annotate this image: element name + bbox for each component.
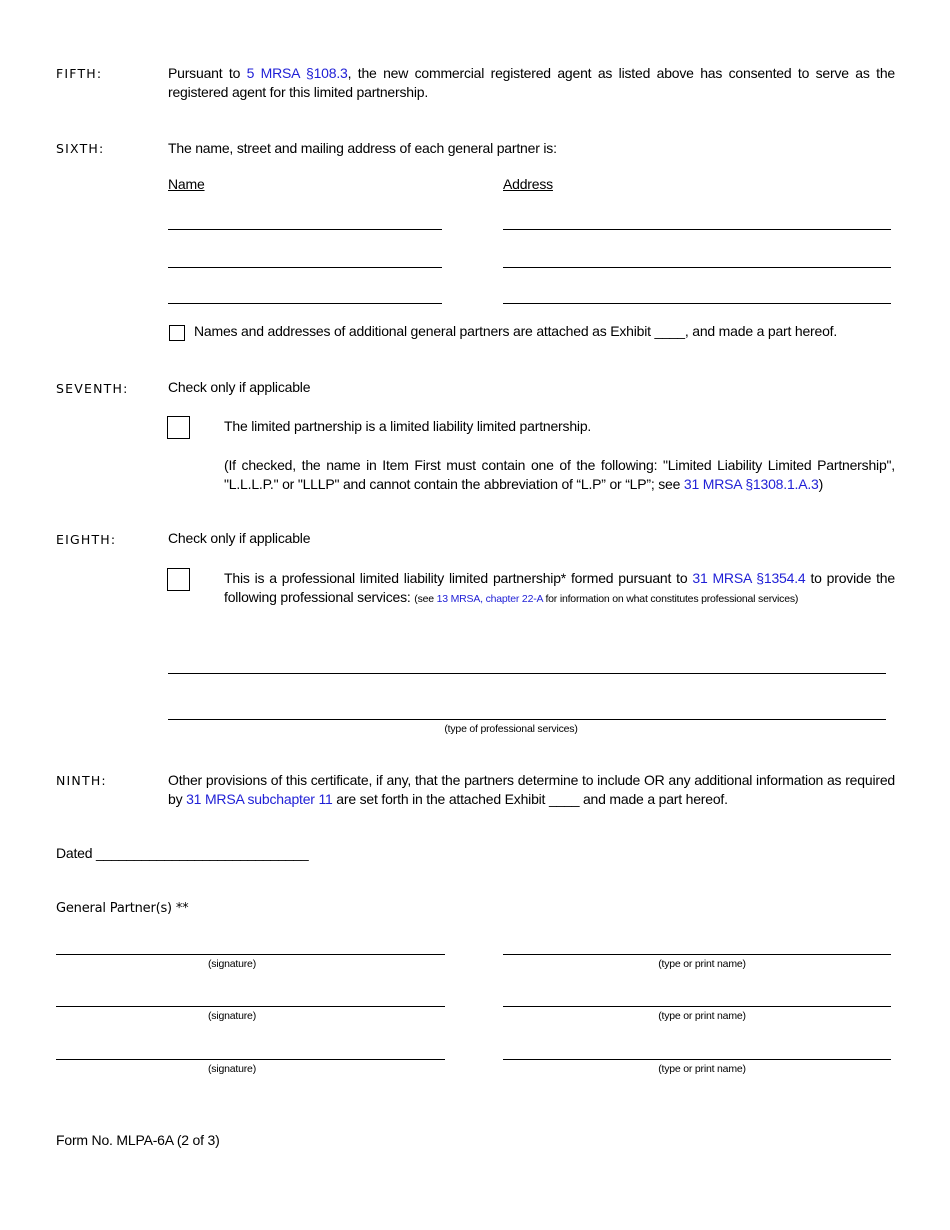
fifth-text: Pursuant to 5 MRSA §108.3, the new commercial registered agent as listed above has consented to serve as the registered agent for this limited partnership. <box>168 65 896 100</box>
lllp-checkbox[interactable] <box>167 416 190 439</box>
signature-caption-2: (signature) <box>208 1010 256 1022</box>
professional-services-line-2[interactable] <box>168 719 886 720</box>
lllp-note: (If checked, the name in Item First must contain one of the following: "Limited Liability Limited Partnership", "L.L.L.P." or "LLLP" and cannot contain the abbreviation of “L.P” or “LP”; see 31 MRSA §1308.1.A.3) <box>224 457 895 492</box>
dated-field[interactable]: Dated ____________________________ <box>56 845 309 861</box>
partner-address-line-2[interactable] <box>503 267 891 268</box>
print-name-caption-1: (type or print name) <box>658 958 746 970</box>
sixth-label: SIXTH: <box>56 141 105 156</box>
eighth-statute-link[interactable]: 31 MRSA §1354.4 <box>692 570 806 586</box>
additional-partners-checkbox[interactable] <box>169 325 185 341</box>
print-name-line-1[interactable] <box>503 954 891 955</box>
form-number: Form No. MLPA-6A (2 of 3) <box>56 1132 220 1148</box>
signature-line-3[interactable] <box>56 1059 445 1060</box>
partner-name-line-3[interactable] <box>168 303 442 304</box>
sixth-text: The name, street and mailing address of each general partner is: <box>168 140 557 156</box>
address-column-header: Address <box>503 176 553 192</box>
signature-caption-1: (signature) <box>208 958 256 970</box>
eighth-check-instruction: Check only if applicable <box>168 530 311 546</box>
partner-address-line-1[interactable] <box>503 229 891 230</box>
seventh-statute-link[interactable]: 31 MRSA §1308.1.A.3 <box>683 476 819 492</box>
signature-caption-3: (signature) <box>208 1063 256 1075</box>
additional-partners-text: Names and addresses of additional general partners are attached as Exhibit ____, and made a part hereof. <box>194 323 838 339</box>
ninth-statute-link[interactable]: 31 MRSA subchapter 11 <box>186 791 333 807</box>
seventh-label: SEVENTH: <box>56 381 129 396</box>
general-partners-label: General Partner(s) ** <box>56 901 189 916</box>
chapter-22a-link[interactable]: 13 MRSA, chapter 22-A <box>436 593 543 605</box>
ninth-label: NINTH: <box>56 773 107 788</box>
print-name-caption-3: (type or print name) <box>658 1063 746 1075</box>
fifth-statute-link[interactable]: 5 MRSA §108.3 <box>246 65 348 81</box>
signature-line-1[interactable] <box>56 954 445 955</box>
partner-name-line-2[interactable] <box>168 267 442 268</box>
lllp-option-text: The limited partnership is a limited liability limited partnership. <box>224 418 592 434</box>
partner-name-line-1[interactable] <box>168 229 442 230</box>
print-name-line-2[interactable] <box>503 1006 891 1007</box>
professional-services-caption: (type of professional services) <box>444 723 578 735</box>
name-column-header: Name <box>168 176 205 192</box>
print-name-caption-2: (type or print name) <box>658 1010 746 1022</box>
print-name-line-3[interactable] <box>503 1059 891 1060</box>
professional-services-line-1[interactable] <box>168 673 886 674</box>
partner-address-line-3[interactable] <box>503 303 891 304</box>
ninth-text: Other provisions of this certificate, if any, that the partners determine to include OR any additional information as required by 31 MRSA subchapter 11 are set forth in the attached Exhibit ____ and made a part hereof. <box>168 772 895 807</box>
signature-line-2[interactable] <box>56 1006 445 1007</box>
seventh-check-instruction: Check only if applicable <box>168 379 311 395</box>
professional-lllp-checkbox[interactable] <box>167 568 190 591</box>
eighth-label: EIGHTH: <box>56 532 117 547</box>
professional-lllp-text: This is a professional limited liability limited partnership* formed pursuant to 31 MRSA §1354.4 to provide the following professional services: (see 13 MRSA, chapter 22-A for information on what constitutes professional services) <box>224 570 895 605</box>
fifth-label: FIFTH: <box>56 66 103 81</box>
